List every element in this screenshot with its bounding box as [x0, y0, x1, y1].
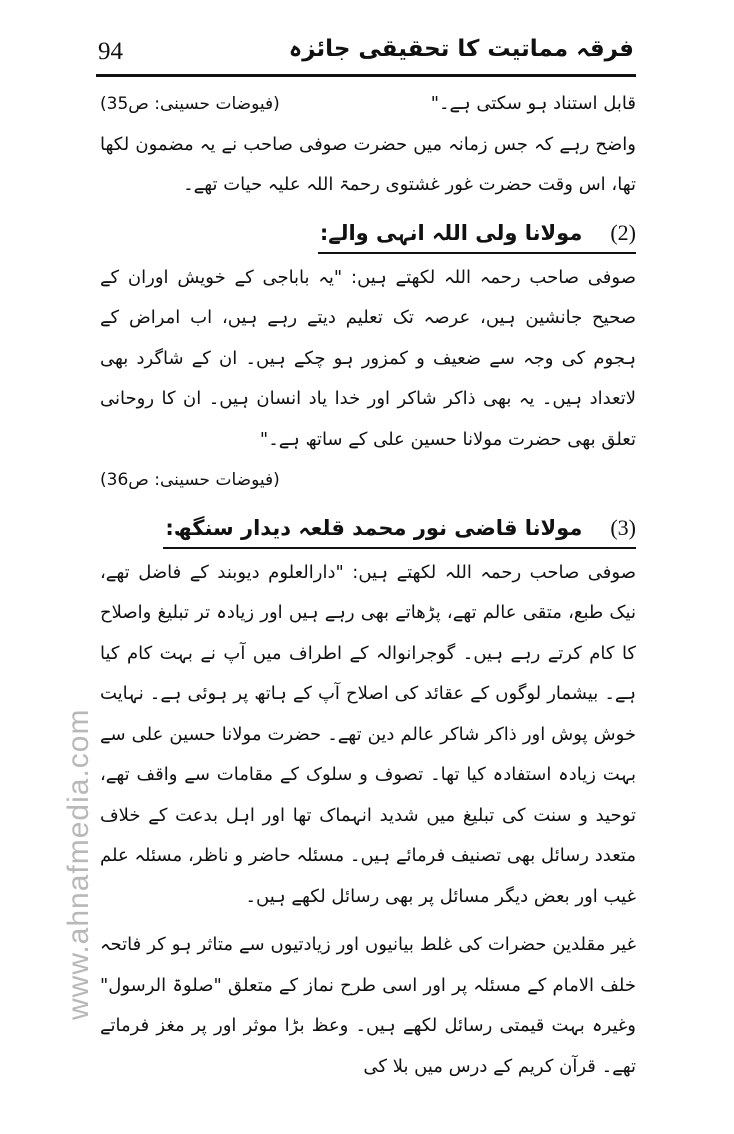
quote-end-line	[100, 84, 636, 125]
paragraph-note: واضح رہے کہ جس زمانہ میں حضرت صوفی صاحب نے یہ مضمون لکھا تھا، اس وقت حضرت غور غشتوی رحمۃ اللہ علیہ حیات تھے۔	[100, 133, 636, 195]
section-3-heading-row	[100, 501, 636, 553]
section-3-heading	[163, 505, 636, 549]
section-3-title: مولانا قاضی نور محمد قلعہ دیدار سنگھ:	[165, 515, 583, 540]
section-2-heading	[318, 210, 636, 254]
quote-end-text: قابل استناد ہو سکتی ہے۔"	[430, 93, 636, 114]
section-2-title: مولانا ولی اللہ انہی والے:	[319, 220, 583, 245]
page-header	[96, 34, 636, 77]
reference-citation-2-row	[100, 460, 636, 501]
section-2-heading-row	[100, 206, 636, 258]
paragraph-section-2: صوفی صاحب رحمہ اللہ لکھتے ہیں: "یہ باباجی کے خویش اوران کے صحیح جانشین ہیں، عرصہ تک تعلیم دیتے رہے ہیں، اب امراض کے ہجوم کی وجہ سے ضعیف و کمزور ہو چکے ہیں۔ ان کے شاگرد بھی لاتعداد ہیں۔ یہ بھی ذاکر شاکر اور خدا یاد انسان ہیں۔ ان کا روحانی تعلق بھی حضرت مولانا حسین علی کے ساتھ ہے۔"	[100, 266, 636, 450]
page-number: 94	[98, 38, 123, 65]
paragraph-closing: غیر مقلدین حضرات کی غلط بیانیوں اور زیادتیوں سے متاثر ہو کر فاتحہ خلف الامام کے مسئلہ پر اور اسی طرح نماز کے متعلق "صلوۃ الرسول" وغیرہ بہت قیمتی رسائل لکھے ہیں۔ وعظ بڑا موثر اور پر مغز فرماتے تھے۔ قرآن کریم کے درس میں بلا کی	[100, 934, 636, 1077]
watermark: www.ahnafmedia.com	[62, 708, 95, 1020]
section-2-number: (2)	[610, 219, 636, 245]
paragraph-section-3: صوفی صاحب رحمہ اللہ لکھتے ہیں: "دارالعلوم دیوبند کے فاضل تھے، نیک طبع، متقی عالم تھے، پڑھاتے بھی رہے ہیں اور زیادہ تر تبلیغ واصلاح کا کام کرتے رہے ہیں۔ گوجرانوالہ کے اطراف میں آپ نے بہت کام کیا ہے۔ بیشمار لوگوں کے عقائد کی اصلاح آپ کے ہاتھ پر ہوئی ہے۔ نہایت خوش پوش اور ذاکر شاکر عالم دین تھے۔ حضرت مولانا حسین علی سے بہت زیادہ استفادہ کیا تھا۔ تصوف و سلوک کے مقامات سے واقف تھے، توحید و سنت کی تبلیغ میں شدید انہماک تھا اور اہل بدعت کے خلاف متعدد رسائل بھی تصنیف فرمائے ہیں۔ مسئلہ حاضر و ناظر، مسئلہ علم غیب اور بعض دیگر مسائل پر بھی رسائل لکھے ہیں۔	[100, 561, 636, 907]
reference-citation: (فیوضات حسینی: ص35)	[100, 94, 280, 114]
section-3-number: (3)	[610, 514, 636, 540]
running-title: فرقہ مماتیت کا تحقیقی جائزہ	[288, 36, 634, 62]
page-body	[100, 84, 636, 1129]
reference-citation-2: (فیوضات حسینی: ص36)	[100, 470, 280, 490]
